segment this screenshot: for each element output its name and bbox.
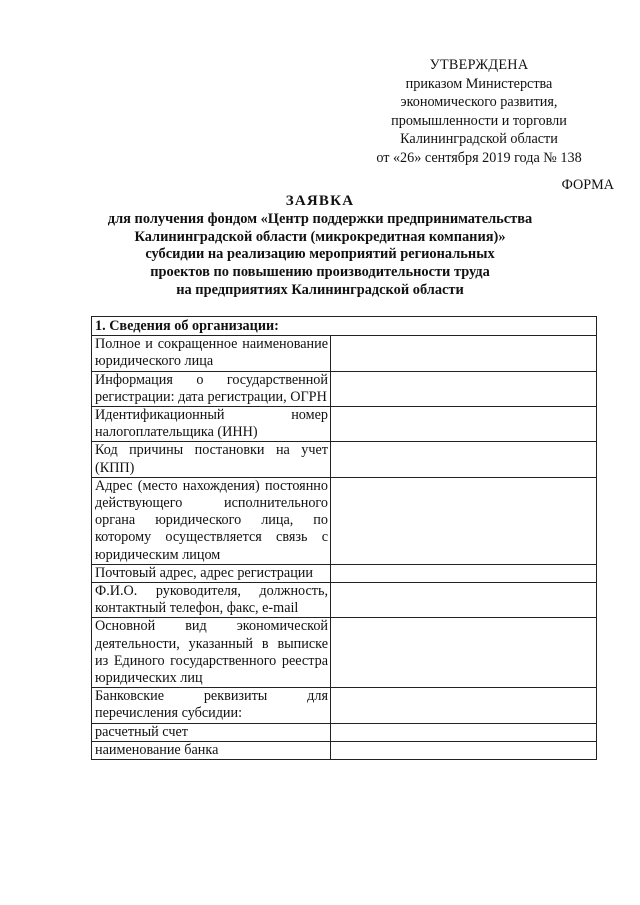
field-label-bank-name: наименование банка xyxy=(92,741,331,759)
title-line: Калининградской области (микрокредитная компания)» xyxy=(134,228,506,245)
approval-line: Калининградской области xyxy=(400,131,558,148)
field-label-kpp: Код причины постановки на учет (КПП) xyxy=(92,442,331,477)
approval-line: приказом Министерства xyxy=(405,75,553,92)
field-value-bank-name[interactable] xyxy=(331,741,597,759)
approval-stamp: УТВЕРЖДЕНА xyxy=(429,57,529,73)
field-label-registration: Информация о государственной регистрации: дата регистрации, ОГРН xyxy=(92,371,331,406)
table-row xyxy=(92,407,597,442)
table-row xyxy=(92,336,597,371)
field-value-address[interactable] xyxy=(331,477,597,564)
field-label-director: Ф.И.О. руководителя, должность, контактный телефон, факс, e-mail xyxy=(92,583,331,618)
approval-line: от «26» сентября 2019 года № 138 xyxy=(376,149,582,166)
table-row xyxy=(92,477,597,564)
field-value-activity[interactable] xyxy=(331,618,597,688)
table-row xyxy=(92,688,597,723)
title-line: проектов по повышению производительности труда xyxy=(150,264,490,281)
table-section-row xyxy=(92,317,597,336)
document-title: ЗАЯВКА xyxy=(285,193,355,209)
title-line: на предприятиях Калининградской области xyxy=(176,281,464,298)
field-value-postal-address[interactable] xyxy=(331,564,597,582)
approval-block xyxy=(330,56,628,168)
table-row xyxy=(92,618,597,688)
title-line: для получения фондом «Центр поддержки предпринимательства xyxy=(107,210,533,227)
field-value-kpp[interactable] xyxy=(331,442,597,477)
field-label-address: Адрес (место нахождения) постоянно действующего исполнительного органа юридического лица, по которому осуществляется связь с юридическим лицом xyxy=(92,477,331,564)
table-row xyxy=(92,583,597,618)
form-label: ФОРМА xyxy=(561,177,614,193)
field-value-inn[interactable] xyxy=(331,407,597,442)
field-label-account: расчетный счет xyxy=(92,723,331,741)
field-value-full-name[interactable] xyxy=(331,336,597,371)
table-row xyxy=(92,442,597,477)
field-value-bank-details[interactable] xyxy=(331,688,597,723)
field-label-activity: Основной вид экономической деятельности, указанный в выписке из Единого государственного реестра юридических лиц xyxy=(92,618,331,688)
title-line: субсидии на реализацию мероприятий региональных xyxy=(145,246,495,263)
table-row xyxy=(92,371,597,406)
field-value-registration[interactable] xyxy=(331,371,597,406)
approval-line: экономического развития, xyxy=(400,94,558,111)
field-value-director[interactable] xyxy=(331,583,597,618)
approval-line: промышленности и торговли xyxy=(391,112,567,129)
field-label-full-name: Полное и сокращенное наименование юридического лица xyxy=(92,336,331,371)
table-row xyxy=(92,723,597,741)
field-value-account[interactable] xyxy=(331,723,597,741)
field-label-bank-details: Банковские реквизиты для перечисления субсидии: xyxy=(92,688,331,723)
field-label-inn: Идентификационный номер налогоплательщика (ИНН) xyxy=(92,407,331,442)
table-row xyxy=(92,741,597,759)
table-row xyxy=(92,564,597,582)
organization-info-table xyxy=(91,316,597,760)
section-header: 1. Сведения об организации: xyxy=(92,317,597,336)
field-label-postal-address: Почтовый адрес, адрес регистрации xyxy=(92,564,331,582)
document-title-block xyxy=(0,193,640,300)
